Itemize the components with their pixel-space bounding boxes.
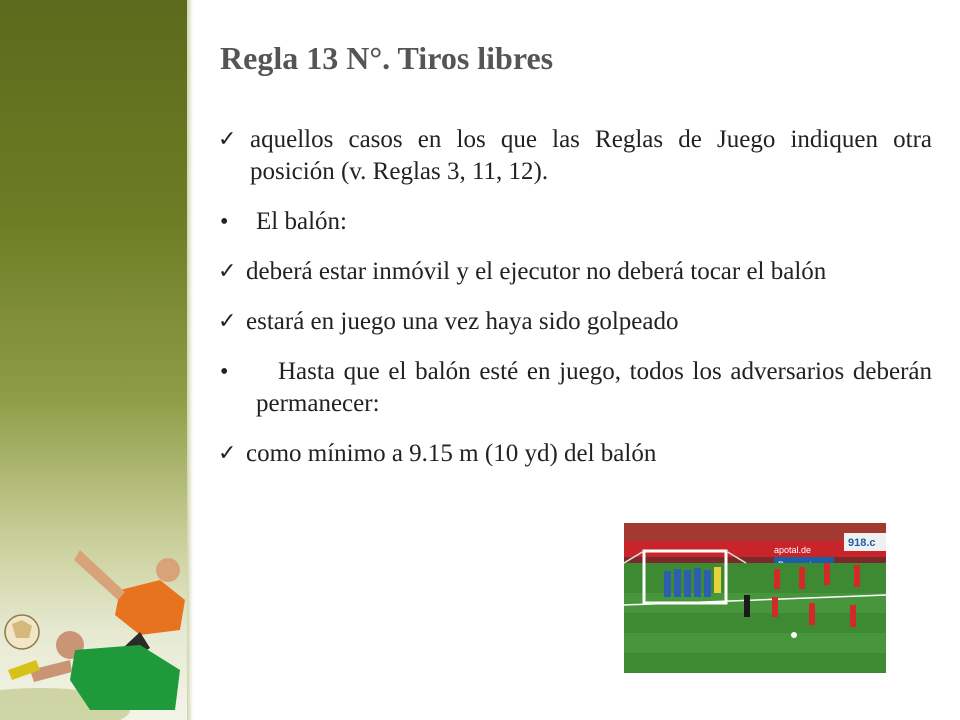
check-icon: ✓ (218, 309, 237, 334)
list-item-text: deberá estar inmóvil y el ejecutor no deberá tocar el balón (246, 258, 827, 285)
ad-board-text: 918.c (848, 537, 876, 549)
check-icon: ✓ (218, 127, 237, 152)
list-item-text: El balón: (256, 208, 347, 235)
list-item (216, 306, 932, 338)
list-item-text: aquellos casos en los que las Reglas de Juego indiquen otra posición (v. Reglas 3, 11, 12). (250, 126, 932, 185)
list-item-text: estará en juego una vez haya sido golpeado (246, 308, 679, 335)
bullet-icon: • (220, 359, 229, 385)
bullet-icon: • (220, 209, 229, 235)
content-list (216, 124, 932, 488)
check-icon: ✓ (218, 259, 237, 284)
list-item-text: como mínimo a 9.15 m (10 yd) del balón (246, 440, 657, 467)
check-icon: ✓ (218, 441, 237, 466)
list-item (216, 438, 932, 470)
list-item (216, 356, 932, 420)
list-item (216, 256, 932, 288)
list-item (216, 206, 932, 238)
list-item (216, 124, 932, 188)
side-panel-edge (187, 0, 193, 720)
free-kick-photo (624, 523, 886, 673)
football-players-illustration (0, 520, 187, 720)
slide-title: Regla 13 N°. Tiros libres (220, 40, 554, 76)
ad-board-text: apotal.de (774, 545, 812, 555)
free-kick-scene (624, 523, 886, 673)
list-item-text: Hasta que el balón esté en juego, todos los adversarios deberán permanecer: (256, 358, 932, 417)
side-panel (0, 0, 187, 720)
